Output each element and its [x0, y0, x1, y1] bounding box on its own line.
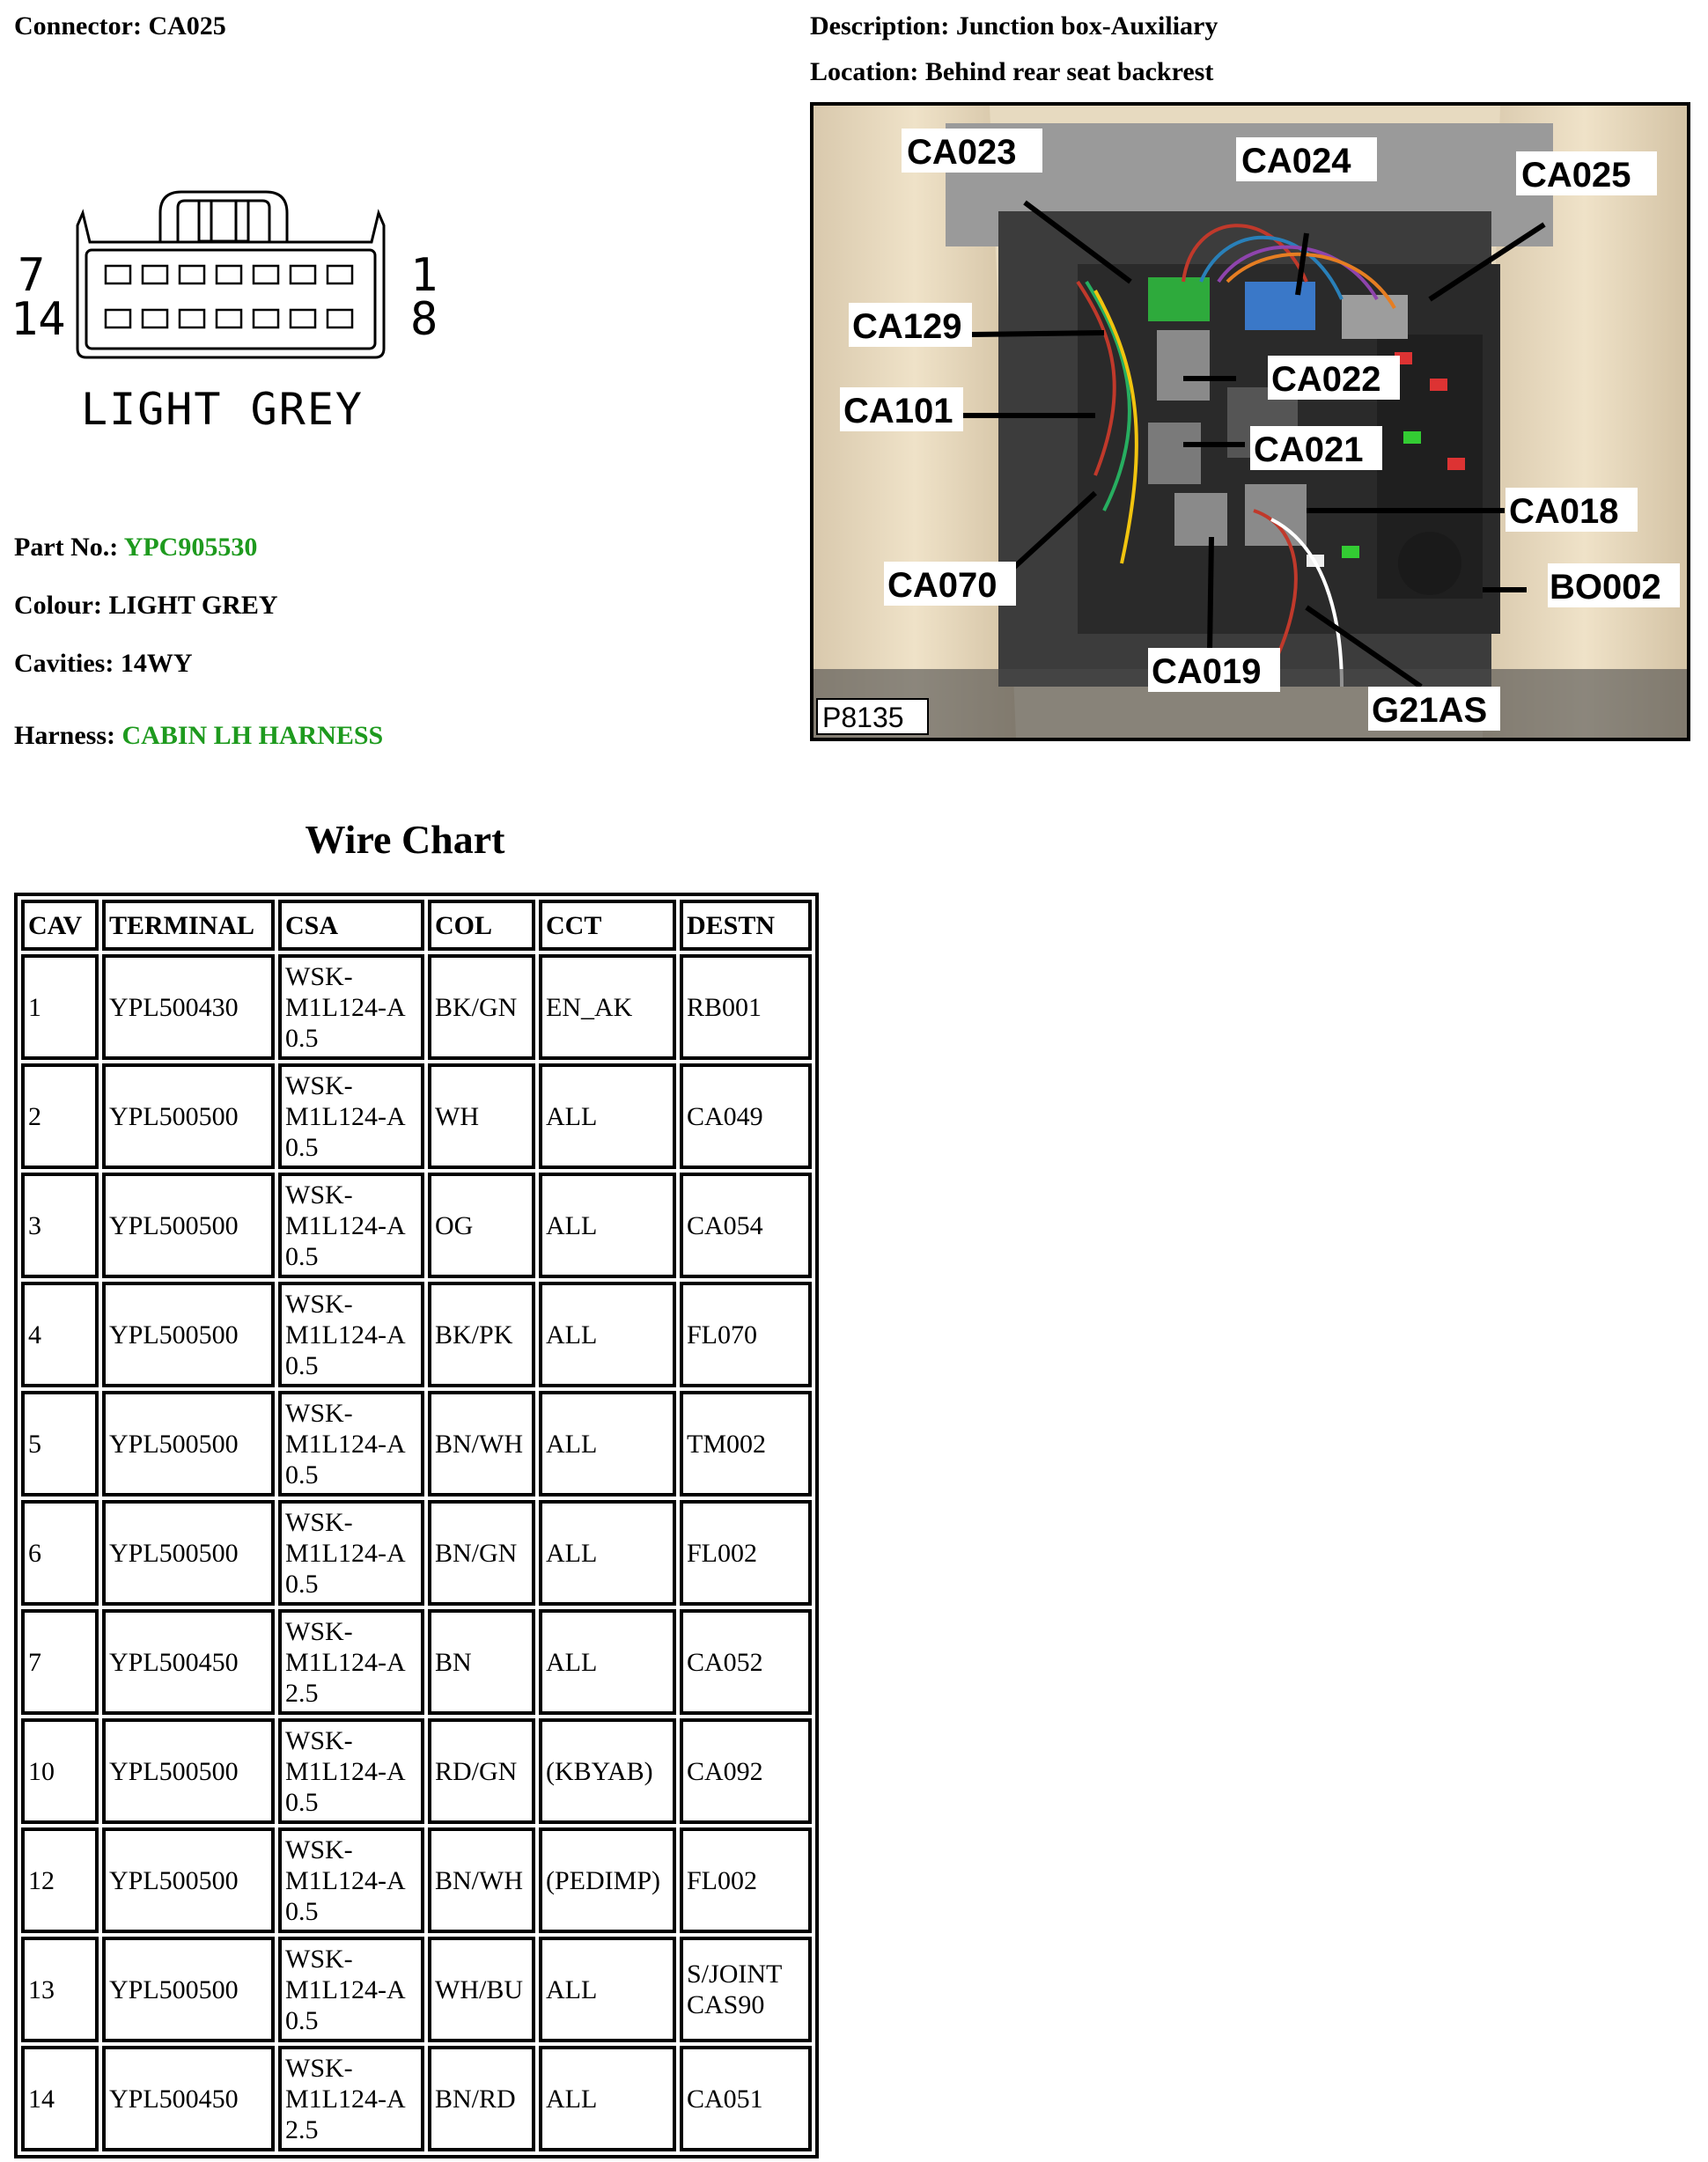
cell-line: WSK-	[285, 1070, 353, 1100]
cell-terminal: YPL500500	[102, 1391, 275, 1496]
cell-csa	[278, 1718, 424, 1824]
cell-line: 0.5	[285, 1896, 319, 1926]
cell-cct: ALL	[539, 1609, 676, 1715]
cell-cav: 6	[21, 1500, 99, 1606]
cell-col: BN	[428, 1609, 535, 1715]
cell-col: BN/GN	[428, 1500, 535, 1606]
callout-g21as: G21AS	[1372, 691, 1488, 730]
cell-csa	[278, 1827, 424, 1933]
header-csa: CSA	[278, 900, 424, 951]
cell-terminal: YPL500500	[102, 1937, 275, 2042]
cell-cav: 10	[21, 1718, 99, 1824]
cavity	[180, 266, 204, 283]
cell-csa	[278, 1500, 424, 1606]
cell-col: BK/PK	[428, 1282, 535, 1387]
cell-terminal: YPL500500	[102, 1718, 275, 1824]
cell-destn	[680, 1173, 812, 1278]
callout-ca024: CA024	[1241, 142, 1351, 180]
cell-line: WSK-	[285, 1507, 353, 1537]
cell-cct: (KBYAB)	[539, 1718, 676, 1824]
cell-line: M1L124-A	[285, 1756, 406, 1786]
cell-destn	[680, 1609, 812, 1715]
cavity	[291, 310, 315, 327]
table-row	[21, 2046, 812, 2151]
table-row	[21, 1718, 812, 1824]
cell-line: WSK-	[285, 1944, 353, 1974]
cell-line: WSK-	[285, 2053, 353, 2083]
cavity	[217, 266, 241, 283]
header-cav: CAV	[21, 900, 99, 951]
cell-csa	[278, 954, 424, 1060]
table-row	[21, 1063, 812, 1169]
cavity	[291, 266, 315, 283]
header-terminal: TERMINAL	[102, 900, 275, 951]
cell-line: M1L124-A	[285, 1210, 406, 1240]
location-line	[810, 56, 1213, 88]
location-label: Location:	[810, 57, 919, 86]
cell-col: OG	[428, 1173, 535, 1278]
table-row	[21, 954, 812, 1060]
cell-cct: ALL	[539, 1282, 676, 1387]
cell-terminal: YPL500450	[102, 1609, 275, 1715]
cell-line: RB001	[687, 992, 762, 1022]
harness-link[interactable]: CABIN LH HARNESS	[121, 721, 384, 750]
callout-ca022: CA022	[1271, 360, 1381, 399]
part-no-link[interactable]: YPC905530	[123, 533, 258, 562]
cell-csa	[278, 1391, 424, 1496]
cell-line: 0.5	[285, 1460, 319, 1489]
cell-destn	[680, 1391, 812, 1496]
connector-label: Connector:	[14, 11, 142, 40]
cell-terminal: YPL500450	[102, 2046, 275, 2151]
cell-destn	[680, 1063, 812, 1169]
cell-line: M1L124-A	[285, 1429, 406, 1459]
cell-cav: 14	[21, 2046, 99, 2151]
callout-ca023: CA023	[907, 133, 1017, 172]
cell-line: FL002	[687, 1865, 758, 1895]
callout-ca019: CA019	[1152, 652, 1262, 691]
cell-cct: ALL	[539, 1173, 676, 1278]
cell-cav: 13	[21, 1937, 99, 2042]
pin-label-14: 14	[11, 293, 66, 346]
cell-line: M1L124-A	[285, 1101, 406, 1131]
table-row	[21, 1609, 812, 1715]
cell-cct: ALL	[539, 1500, 676, 1606]
cell-line: WSK-	[285, 1180, 353, 1210]
connector-value: CA025	[148, 11, 226, 40]
callout-ca021: CA021	[1254, 430, 1364, 469]
cell-line: 0.5	[285, 1569, 319, 1599]
cell-line: S/JOINT	[687, 1960, 783, 1989]
cell-line: WSK-	[285, 1835, 353, 1864]
location-photo	[810, 102, 1690, 741]
cell-destn	[680, 2046, 812, 2151]
cell-cav: 3	[21, 1173, 99, 1278]
table-row	[21, 1827, 812, 1933]
cell-terminal: YPL500500	[102, 1827, 275, 1933]
description-value: Junction box-Auxiliary	[955, 11, 1218, 40]
cavity	[328, 266, 352, 283]
callout-bo002: BO002	[1550, 568, 1661, 607]
cell-destn	[680, 1282, 812, 1387]
cell-csa	[278, 1937, 424, 2042]
cell-terminal: YPL500500	[102, 1500, 275, 1606]
cell-line: CAS90	[687, 1990, 765, 2019]
colour-line	[14, 590, 278, 621]
cell-terminal: YPL500430	[102, 954, 275, 1060]
connector-face-diagram	[11, 176, 451, 440]
cell-csa	[278, 1282, 424, 1387]
cell-cav: 12	[21, 1827, 99, 1933]
callout-ca129: CA129	[852, 307, 962, 346]
cell-cav: 5	[21, 1391, 99, 1496]
cell-destn	[680, 1500, 812, 1606]
cell-line: CA054	[687, 1210, 763, 1240]
cell-cav: 1	[21, 954, 99, 1060]
cell-cav: 2	[21, 1063, 99, 1169]
cavities-value: 14WY	[120, 649, 193, 678]
cell-line: FL002	[687, 1538, 758, 1568]
cell-line: CA092	[687, 1756, 763, 1786]
pin-label-7: 7	[18, 249, 46, 302]
harness-line	[14, 720, 383, 752]
cell-terminal: YPL500500	[102, 1282, 275, 1387]
photo-id: P8135	[822, 702, 904, 733]
cavity	[106, 266, 130, 283]
pin-label-1: 1	[410, 249, 438, 302]
cell-destn	[680, 1718, 812, 1824]
header-col: COL	[428, 900, 535, 951]
cell-terminal: YPL500500	[102, 1173, 275, 1278]
cell-col: RD/GN	[428, 1718, 535, 1824]
cavity	[217, 310, 241, 327]
cell-line: 0.5	[285, 1132, 319, 1162]
cell-line: CA052	[687, 1647, 763, 1677]
connector-line	[14, 11, 226, 42]
cell-destn	[680, 1937, 812, 2042]
cavity	[180, 310, 204, 327]
cell-cct: ALL	[539, 1391, 676, 1496]
cell-line: 2.5	[285, 1678, 319, 1708]
cell-csa	[278, 1063, 424, 1169]
part-no-label: Part No.:	[14, 533, 119, 562]
cell-col: WH/BU	[428, 1937, 535, 2042]
cell-cct: ALL	[539, 1063, 676, 1169]
cell-terminal: YPL500500	[102, 1063, 275, 1169]
cell-line: 0.5	[285, 1023, 319, 1053]
part-no-line	[14, 532, 257, 563]
cell-line: 0.5	[285, 1350, 319, 1380]
cell-line: M1L124-A	[285, 1320, 406, 1349]
cavities-line	[14, 648, 192, 680]
table-row	[21, 1500, 812, 1606]
description-line	[810, 11, 1218, 42]
cell-line: WSK-	[285, 1398, 353, 1428]
cell-line: M1L124-A	[285, 1865, 406, 1895]
header-destn: DESTN	[680, 900, 812, 951]
callout-ca070: CA070	[887, 566, 998, 605]
cell-line: 0.5	[285, 2005, 319, 2035]
cell-destn	[680, 954, 812, 1060]
connector-color-label: LIGHT GREY	[81, 384, 364, 435]
cell-col: BN/WH	[428, 1391, 535, 1496]
table-row	[21, 1282, 812, 1387]
callout-ca101: CA101	[843, 392, 953, 430]
cell-col: BN/RD	[428, 2046, 535, 2151]
cavity	[254, 266, 278, 283]
cavities-label: Cavities:	[14, 649, 114, 678]
cell-line: WSK-	[285, 1725, 353, 1755]
cell-line: CA051	[687, 2084, 763, 2114]
description-label: Description:	[810, 11, 950, 40]
table-row	[21, 1173, 812, 1278]
cell-csa	[278, 1609, 424, 1715]
wire-chart-title: Wire Chart	[305, 817, 505, 862]
cell-line: M1L124-A	[285, 1974, 406, 2004]
callout-ca025: CA025	[1521, 156, 1631, 195]
harness-label: Harness:	[14, 721, 115, 750]
cell-cct: ALL	[539, 2046, 676, 2151]
cell-line: WSK-	[285, 1289, 353, 1319]
wire-chart-header-row	[21, 900, 812, 951]
pin-label-8: 8	[410, 293, 438, 346]
cell-col: BK/GN	[428, 954, 535, 1060]
wire-chart-table	[14, 893, 819, 2158]
location-value: Behind rear seat backrest	[924, 57, 1214, 86]
cell-csa	[278, 2046, 424, 2151]
cavity	[143, 266, 167, 283]
cell-line: TM002	[687, 1429, 766, 1459]
cell-line: WSK-	[285, 961, 353, 991]
cell-cav: 7	[21, 1609, 99, 1715]
callout-ca018: CA018	[1509, 492, 1619, 531]
table-row	[21, 1391, 812, 1496]
cell-line: CA049	[687, 1101, 763, 1131]
junction-box-photo	[814, 106, 1687, 738]
cell-cct: ALL	[539, 1937, 676, 2042]
cell-col: WH	[428, 1063, 535, 1169]
cell-line: FL070	[687, 1320, 758, 1349]
cell-cct: (PEDIMP)	[539, 1827, 676, 1933]
cell-line: 0.5	[285, 1787, 319, 1817]
cavity	[254, 310, 278, 327]
cell-line: WSK-	[285, 1616, 353, 1646]
cavity	[143, 310, 167, 327]
cavity-grid	[106, 266, 352, 327]
header-cct: CCT	[539, 900, 676, 951]
cell-csa	[278, 1173, 424, 1278]
cell-cav: 4	[21, 1282, 99, 1387]
wire-chart-body	[21, 954, 812, 2151]
table-row	[21, 1937, 812, 2042]
cell-col: BN/WH	[428, 1827, 535, 1933]
colour-label: Colour:	[14, 591, 102, 620]
cell-line: M1L124-A	[285, 1647, 406, 1677]
cell-line: M1L124-A	[285, 992, 406, 1022]
cell-cct: EN_AK	[539, 954, 676, 1060]
cell-line: M1L124-A	[285, 2084, 406, 2114]
cavity	[106, 310, 130, 327]
cell-line: 2.5	[285, 2114, 319, 2144]
colour-value: LIGHT GREY	[108, 591, 278, 620]
cavity	[328, 310, 352, 327]
cell-line: 0.5	[285, 1241, 319, 1271]
cell-destn	[680, 1827, 812, 1933]
cell-line: M1L124-A	[285, 1538, 406, 1568]
